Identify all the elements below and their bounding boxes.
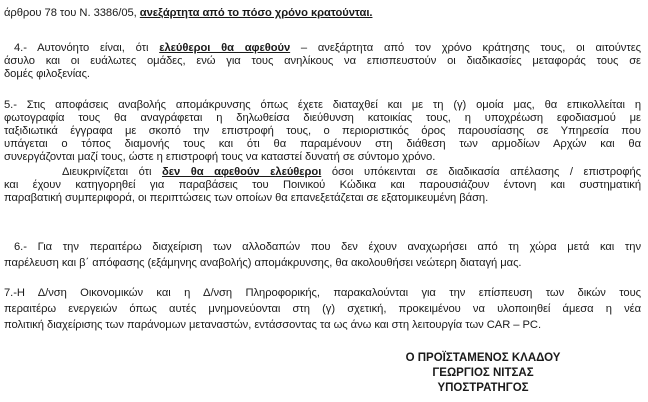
top-emphasis: ανεξάρτητα από το πόσο χρόνο κρατούνται. bbox=[139, 7, 373, 19]
top-line bbox=[4, 7, 372, 19]
p4-line-3: δομές φιλοξενίας. bbox=[4, 68, 90, 80]
top-prefix: άρθρου 78 του Ν. 3386/05, bbox=[4, 7, 137, 19]
p5-line-5: συνεργάζονται μαζί τους, ώστε η επιστροφή τους να καταστεί δυνατή σε σύντομο χρόνο. bbox=[4, 151, 436, 163]
p5-line-3: ταξιδιωτικά έγγραφα με σκοπό την επιστροφή τους, ο περιοριστικός όρος παρουσίασης σε Υπηρεσία που bbox=[4, 125, 641, 137]
p5-line-4: υπάγεται ο τόπος διαμονής τους και ότι θα παραμένουν στη διάθεση των αρμοδίων Αρχών και θα bbox=[4, 138, 641, 150]
p4-text-2: – ανεξάρτητα από τον χρόνο κράτησης τους, οι αιτούντες bbox=[290, 42, 641, 54]
p5-line-8: παραβατική συμπεριφορά, οι περιπτώσεις των οποίων θα επανεξετάζεται σε εξατομικευμένη βάση. bbox=[4, 192, 489, 204]
signature-title: Ο ΠΡΟΪΣΤΑΜΕΝΟΣ ΚΛΑΔΟΥ bbox=[405, 352, 561, 364]
p5-line-6 bbox=[62, 166, 641, 178]
p4-text: 4.- Αυτονόητο είναι, ότι bbox=[14, 42, 160, 54]
p5-text-2: όσοι υπόκεινται σε διαδικασία απέλασης / επιστροφής bbox=[321, 166, 641, 178]
p5-emphasis: δεν θα αφεθούν ελεύθεροι bbox=[161, 166, 322, 178]
p5-line-1: 5.- Στις αποφάσεις αναβολής απομάκρυνσης όπως έχετε διαταχθεί και με τη (γ) ομοία μας, θα επικολλείται η bbox=[4, 99, 641, 111]
p5-line-2: φωτογραφία τους θα αναγράφεται η δηλωθείσα διεύθυνση κατοικίας τους, η υποχρέωση εφοδιασμού με bbox=[4, 112, 641, 124]
p6-line-1: 6.- Για την περαιτέρω διαχείριση των αλλοδαπών που δεν έχουν αναχωρήσει από τη χώρα μετά και την bbox=[14, 241, 641, 253]
p5-text: Διευκρινίζεται ότι bbox=[62, 166, 162, 178]
p6-line-2: παρέλευση και β΄ απόφασης (εξάμηνης αναβολής) απομάκρυνσης, θα ακολουθήσει νεώτερη διαταγή μας. bbox=[4, 257, 522, 269]
p7-line-2: περαιτέρω ενεργειών όπως αυτές μνημονεύονται στη (γ) σχετική, προκειμένου να υλοποιηθεί άμεσα η νέα bbox=[4, 303, 641, 315]
p4-line-2: άσυλο και οι ευάλωτες ομάδες, ενώ για τους ανηλίκους να επισπευστούν οι διαδικασίες μεταφοράς τους σε bbox=[4, 55, 641, 67]
p4-emphasis: ελεύθεροι θα αφεθούν bbox=[159, 42, 291, 54]
signature-block bbox=[398, 351, 568, 396]
signature-rank: ΥΠΟΣΤΡΑΤΗΓΟΣ bbox=[437, 382, 529, 394]
p5-line-7: και έχουν κατηγορηθεί για παραβάσεις του Ποινικού Κώδικα και παρουσιάζουν έντονη και συστηματική bbox=[4, 179, 641, 191]
signature-name: ΓΕΩΡΓΙΟΣ ΝΙΤΣΑΣ bbox=[432, 367, 534, 379]
p7-line-3: πολιτική διαχείρισης των παράνομων μεταναστών, εντάσσοντας τα ως άνω και στη λειτουργία των CAR – PC. bbox=[4, 319, 542, 331]
p7-line-1: 7.-Η Δ/νση Οικονομικών και η Δ/νση Πληροφορικής, παρακαλούνται για την επίσπευση των δικών τους bbox=[4, 287, 641, 299]
p4-line-1 bbox=[14, 42, 641, 54]
